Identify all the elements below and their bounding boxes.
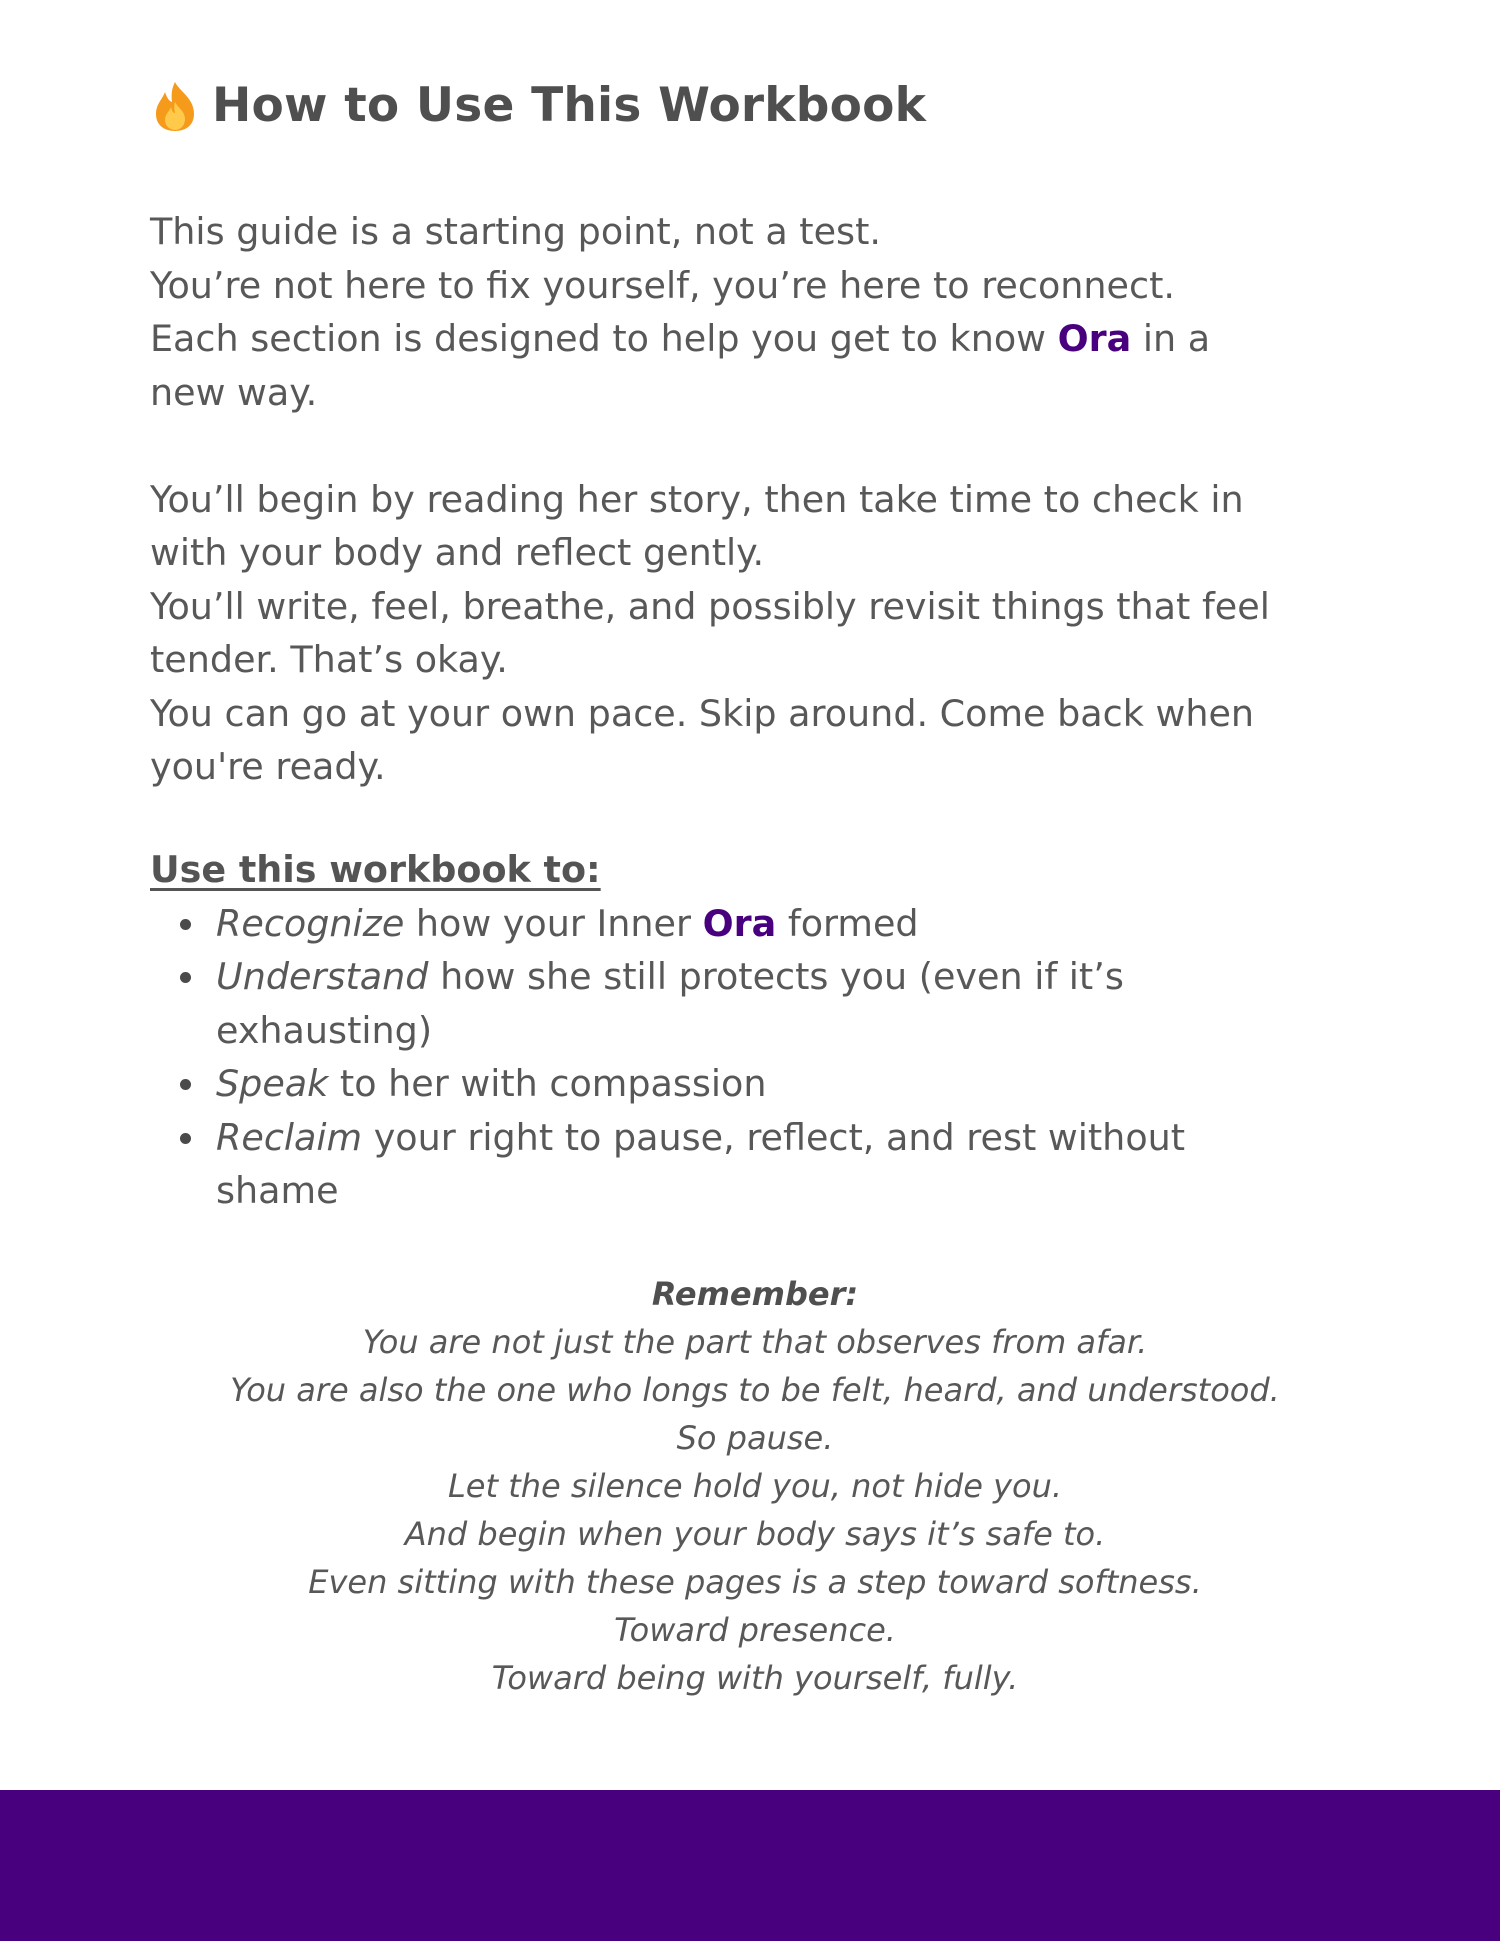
intro-line: new way. — [150, 370, 318, 414]
intro-line: with your body and reflect gently. — [150, 531, 765, 574]
use-text: formed — [776, 901, 919, 945]
paragraph-gap — [150, 419, 1350, 473]
intro-line: This guide is a starting point, not a test. — [150, 210, 881, 253]
remember-line: Even sitting with these pages is a step toward softness. — [308, 1563, 1202, 1601]
footer-bar — [0, 1790, 1500, 1941]
list-item-line — [216, 897, 1350, 951]
list-item-line — [216, 1111, 1350, 1165]
bullet-icon — [180, 919, 191, 930]
remember-line: Toward being with yourself, fully. — [491, 1659, 1019, 1697]
list-item-line: exhausting) — [216, 1008, 433, 1052]
uses-list — [150, 897, 1350, 1218]
list-item — [150, 897, 1350, 951]
list-item — [150, 1057, 1350, 1111]
use-text: how she still protects you (even if it’s — [428, 955, 1124, 998]
use-verb: Understand — [216, 955, 429, 998]
remember-line: So pause. — [676, 1419, 834, 1457]
use-verb: Speak — [216, 1062, 329, 1105]
use-text: how your Inner — [404, 901, 703, 945]
intro-text-fragment: Each section is designed to help you get to know — [150, 317, 1058, 360]
intro-line: You can go at your own pace. Skip around. Come back when — [150, 691, 1255, 735]
bullet-icon — [180, 972, 191, 983]
intro-text-fragment: in a — [1131, 317, 1211, 360]
list-item-line — [216, 950, 1350, 1004]
remember-line: Let the silence hold you, not hide you. — [447, 1467, 1063, 1505]
intro-line: You’ll begin by reading her story, then take time to check in — [150, 477, 1244, 521]
title-row — [150, 78, 926, 133]
use-verb: Reclaim — [216, 1115, 363, 1159]
intro-text — [150, 205, 1350, 794]
list-item-line — [216, 1057, 1350, 1111]
remember-heading: Remember: — [651, 1275, 859, 1313]
intro-line: You’re not here to fix yourself, you’re here to reconnect. — [150, 263, 1175, 307]
remember-line: You are not just the part that observes from afar. — [362, 1323, 1148, 1361]
list-item — [150, 950, 1350, 1057]
use-text: to her with compassion — [328, 1062, 767, 1105]
list-item — [150, 1111, 1350, 1218]
intro-line: tender. That’s okay. — [150, 638, 508, 681]
remember-line: Toward presence. — [614, 1611, 896, 1649]
use-verb: Recognize — [216, 901, 405, 945]
intro-line: you're ready. — [150, 745, 386, 788]
ora-name: Ora — [702, 901, 777, 945]
page-title: How to Use This Workbook — [212, 78, 927, 133]
list-item-line: shame — [216, 1169, 339, 1212]
uses-heading: Use this workbook to: — [150, 848, 601, 891]
uses-section — [150, 843, 1350, 1218]
intro-line: You’ll write, feel, breathe, and possibly revisit things that feel — [150, 584, 1270, 628]
intro-line — [150, 312, 1350, 366]
fire-icon — [150, 80, 200, 132]
bullet-icon — [180, 1079, 191, 1090]
remember-line: And begin when your body says it’s safe to. — [404, 1515, 1106, 1553]
remember-section — [150, 1270, 1360, 1702]
bullet-icon — [180, 1133, 191, 1144]
ora-name: Ora — [1057, 317, 1132, 360]
remember-line: You are also the one who longs to be felt, heard, and understood. — [230, 1371, 1280, 1409]
use-text: your right to pause, reflect, and rest without — [362, 1115, 1186, 1159]
